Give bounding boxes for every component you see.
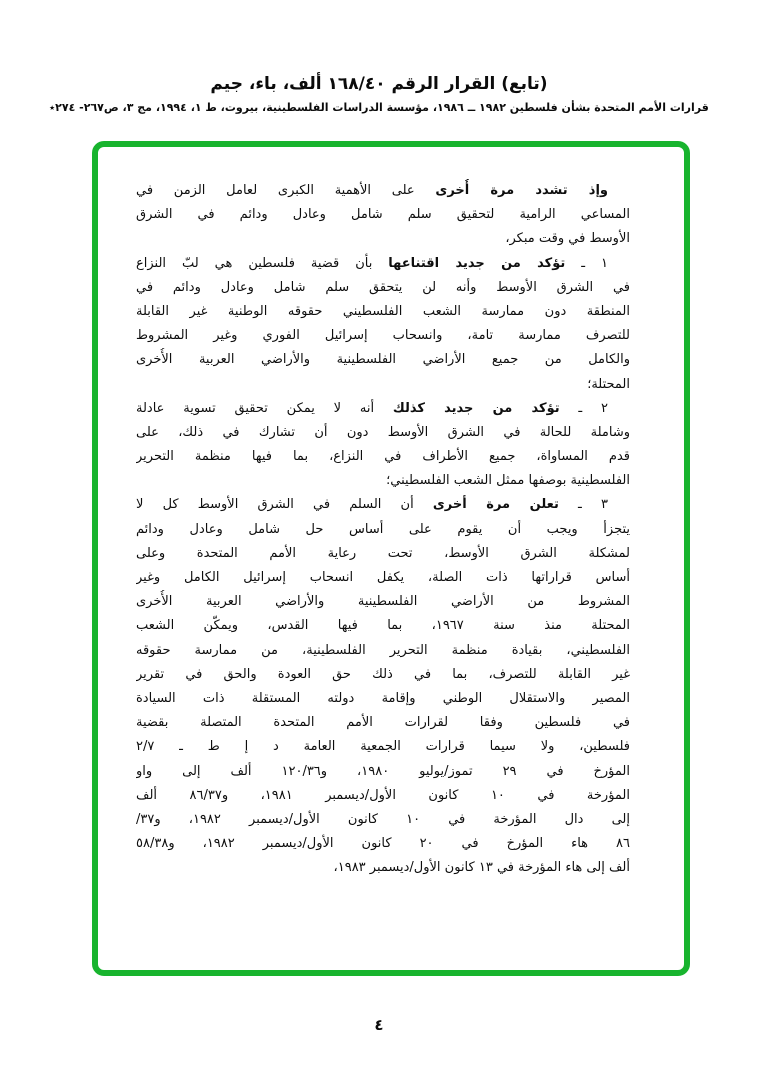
body-line: [136, 639, 630, 663]
body-line: [136, 227, 630, 251]
line-text: إلى دال المؤرخة في ١٠ كانون الأول/ديسمبر ١٩٨٢، و٣٧/: [136, 811, 630, 827]
line-text: أن السلم في الشرق الأوسط كل لا: [136, 497, 433, 513]
body-line: [136, 348, 630, 372]
line-text: في فلسطين وفقا لقرارات الأمم المتحدة المتصلة بقضية: [136, 715, 630, 731]
line-text: أساس قراراتها ذات الصلة، يكفل انسحاب إسرائيل الكامل وغير: [136, 570, 630, 585]
body-line: [136, 324, 630, 348]
line-text: والكامل من جميع الأراضي الفلسطينية والأراضي العربية الأُخرى: [136, 352, 630, 368]
line-text: المحتلة؛: [587, 376, 630, 392]
body-line: [136, 373, 630, 397]
line-text: وشاملة للحالة في الشرق الأوسط دون أن تشارك في ذلك، على: [136, 424, 630, 440]
line-text: المشروط من الأراضي الفلسطينية والأراضي العربية الأُخرى: [136, 594, 630, 610]
body-line: [136, 566, 630, 590]
emphasized-text: وإذ تشدد مرة أُخرى: [435, 183, 608, 198]
line-text: المحتلة منذ سنة ١٩٦٧، بما فيها القدس، ويمكّن الشعب: [136, 618, 630, 634]
body-line: [136, 493, 630, 517]
body-line: [136, 542, 630, 566]
body-line: [136, 856, 630, 880]
body-line: [136, 203, 630, 227]
body-text: [136, 179, 630, 880]
source-citation: قرارات الأمم المتحدة بشأن فلسطين ١٩٨٢ ــ ١٩٨٦، مؤسسة الدراسات الفلسطينية، بيروت، ط ١، ١٩٩٤، مج ٣، ص٢٦٧- ٢٧٤٭: [49, 101, 709, 114]
line-text: ١ ـ: [565, 255, 608, 271]
body-line: [136, 784, 630, 808]
body-line: [136, 711, 630, 735]
line-text: الأوسط في وقت مبكر،: [505, 231, 630, 247]
line-text: بأن قضية فلسطين هي لبّ النزاع: [136, 255, 389, 271]
line-text: قدم المساواة، جميع الأطراف في النزاع، بما فيها منظمة التحرير: [136, 449, 630, 465]
line-text: أنه لا يمكن تحقيق تسوية عادلة: [136, 400, 393, 416]
line-text: في الشرق الأوسط وأنه لن يتحقق سلم شامل وعادل ودائم في: [136, 279, 630, 295]
line-text: المنطقة دون ممارسة الشعب الفلسطيني حقوقه الوطنية غير القابلة: [136, 303, 630, 319]
body-line: [136, 252, 630, 276]
body-line: [136, 179, 630, 203]
body-line: [136, 518, 630, 542]
body-line: [136, 808, 630, 832]
line-text: ألف إلى هاء المؤرخة في ١٣ كانون الأول/ديسمبر ١٩٨٣،: [333, 860, 630, 876]
emphasized-text: تعلن مرة أخرى: [432, 497, 559, 513]
body-line: [136, 735, 630, 759]
line-text: ٢ ـ: [559, 400, 608, 416]
body-line: [136, 663, 630, 687]
page-number: ٤: [374, 1016, 384, 1034]
page-header: [0, 74, 758, 114]
emphasized-text: تؤكد من جديد كذلك: [392, 400, 560, 416]
line-text: المؤرخ في ٢٩ تموز/يوليو ١٩٨٠، و١٢٠/٣٦ ألف إلى واو: [136, 763, 630, 779]
body-line: [136, 832, 630, 856]
body-line: [136, 276, 630, 300]
line-text: فلسطين، ولا سيما قرارات الجمعية العامة د إ ط ـ ٢/٧: [136, 739, 630, 755]
body-line: [136, 590, 630, 614]
line-text: المؤرخة في ١٠ كانون الأول/ديسمبر ١٩٨١، و٨٦/٣٧ ألف: [136, 787, 630, 803]
line-text: الفلسطيني، بقيادة منظمة التحرير الفلسطينية، من ممارسة حقوقه: [136, 642, 630, 658]
body-line: [136, 421, 630, 445]
line-text: ٣ ـ: [558, 497, 608, 513]
line-text: غير القابلة للتصرف، بما في ذلك حق العودة والحق في تقرير: [136, 666, 630, 682]
body-line: [136, 614, 630, 638]
body-line: [136, 469, 630, 493]
line-text: على الأهمية الكبرى لعامل الزمن في: [136, 183, 436, 198]
line-text: المساعي الرامية لتحقيق سلم شامل وعادل ودائم في الشرق: [136, 207, 630, 223]
body-line: [136, 760, 630, 784]
body-line: [136, 300, 630, 324]
line-text: المصير والاستقلال الوطني وإقامة دولته المستقلة ذات السيادة: [136, 690, 630, 706]
line-text: يتجزأ ويجب أن يقوم على أساس حل شامل وعادل ودائم: [136, 521, 630, 537]
body-line: [136, 687, 630, 711]
line-text: للتصرف ممارسة تامة، وانسحاب إسرائيل الفوري وغير المشروط: [136, 328, 630, 344]
body-line: [136, 397, 630, 421]
line-text: لمشكلة الشرق الأوسط، تحت رعاية الأمم المتحدة وعلى: [136, 545, 630, 561]
emphasized-text: تؤكد من جديد اقتناعها: [388, 255, 566, 271]
body-line: [136, 445, 630, 469]
line-text: ٨٦ هاء المؤرخ في ٢٠ كانون الأول/ديسمبر ١٩٨٢، و٥٨/٣٨: [136, 836, 630, 852]
line-text: الفلسطينية بوصفها ممثل الشعب الفلسطيني؛: [386, 473, 630, 489]
resolution-title: (تابع) القرار الرقم ١٦٨/٤٠ ألف، باء، جيم: [210, 74, 548, 94]
